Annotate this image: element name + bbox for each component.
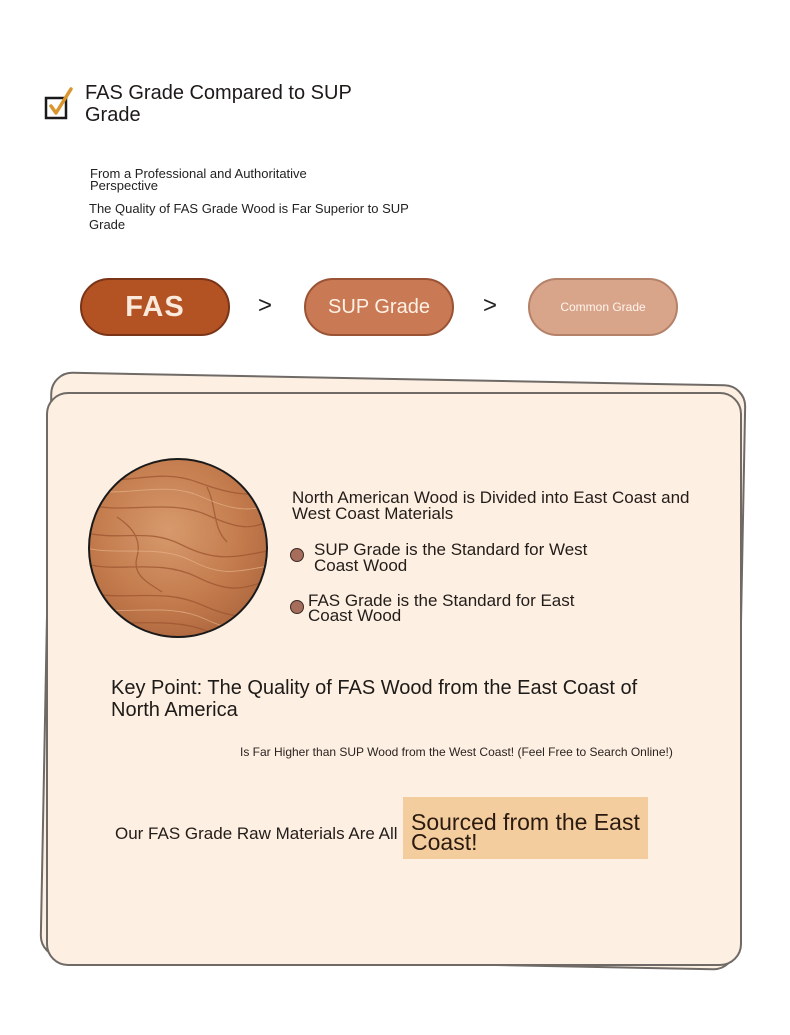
comparison-note: Is Far Higher than SUP Wood from the West Coast! (Feel Free to Search Online!) [240, 745, 673, 759]
claim-text: The Quality of FAS Grade Wood is Far Superior to SUP Grade [89, 201, 409, 232]
greater-than-sign: > [257, 292, 272, 319]
greater-than-sign: > [482, 292, 497, 319]
common-grade-pill: Common Grade [528, 278, 678, 336]
fas-grade-pill: FAS [80, 278, 230, 336]
sourced-east-coast-text: Sourced from the East Coast! [411, 809, 640, 855]
key-point-heading: Key Point: The Quality of FAS Wood from the East Coast of North America [111, 677, 638, 721]
sup-grade-pill: SUP Grade [304, 278, 454, 336]
subtitle: From a Professional and Authoritative Perspective [90, 166, 307, 193]
page-title: FAS Grade Compared to SUP Grade [85, 82, 352, 126]
wood-grain-image [87, 457, 269, 639]
fas-standard-text: FAS Grade is the Standard for East Coast Wood [308, 591, 575, 625]
raw-materials-text: Our FAS Grade Raw Materials Are All [115, 824, 398, 843]
sup-standard-text: SUP Grade is the Standard for West Coast Wood [314, 540, 588, 575]
checkbox-icon [44, 86, 74, 122]
bullet-icon [290, 600, 304, 614]
bullet-icon [290, 548, 304, 562]
coast-division-text: North American Wood is Divided into East Coast and West Coast Materials [292, 488, 690, 523]
